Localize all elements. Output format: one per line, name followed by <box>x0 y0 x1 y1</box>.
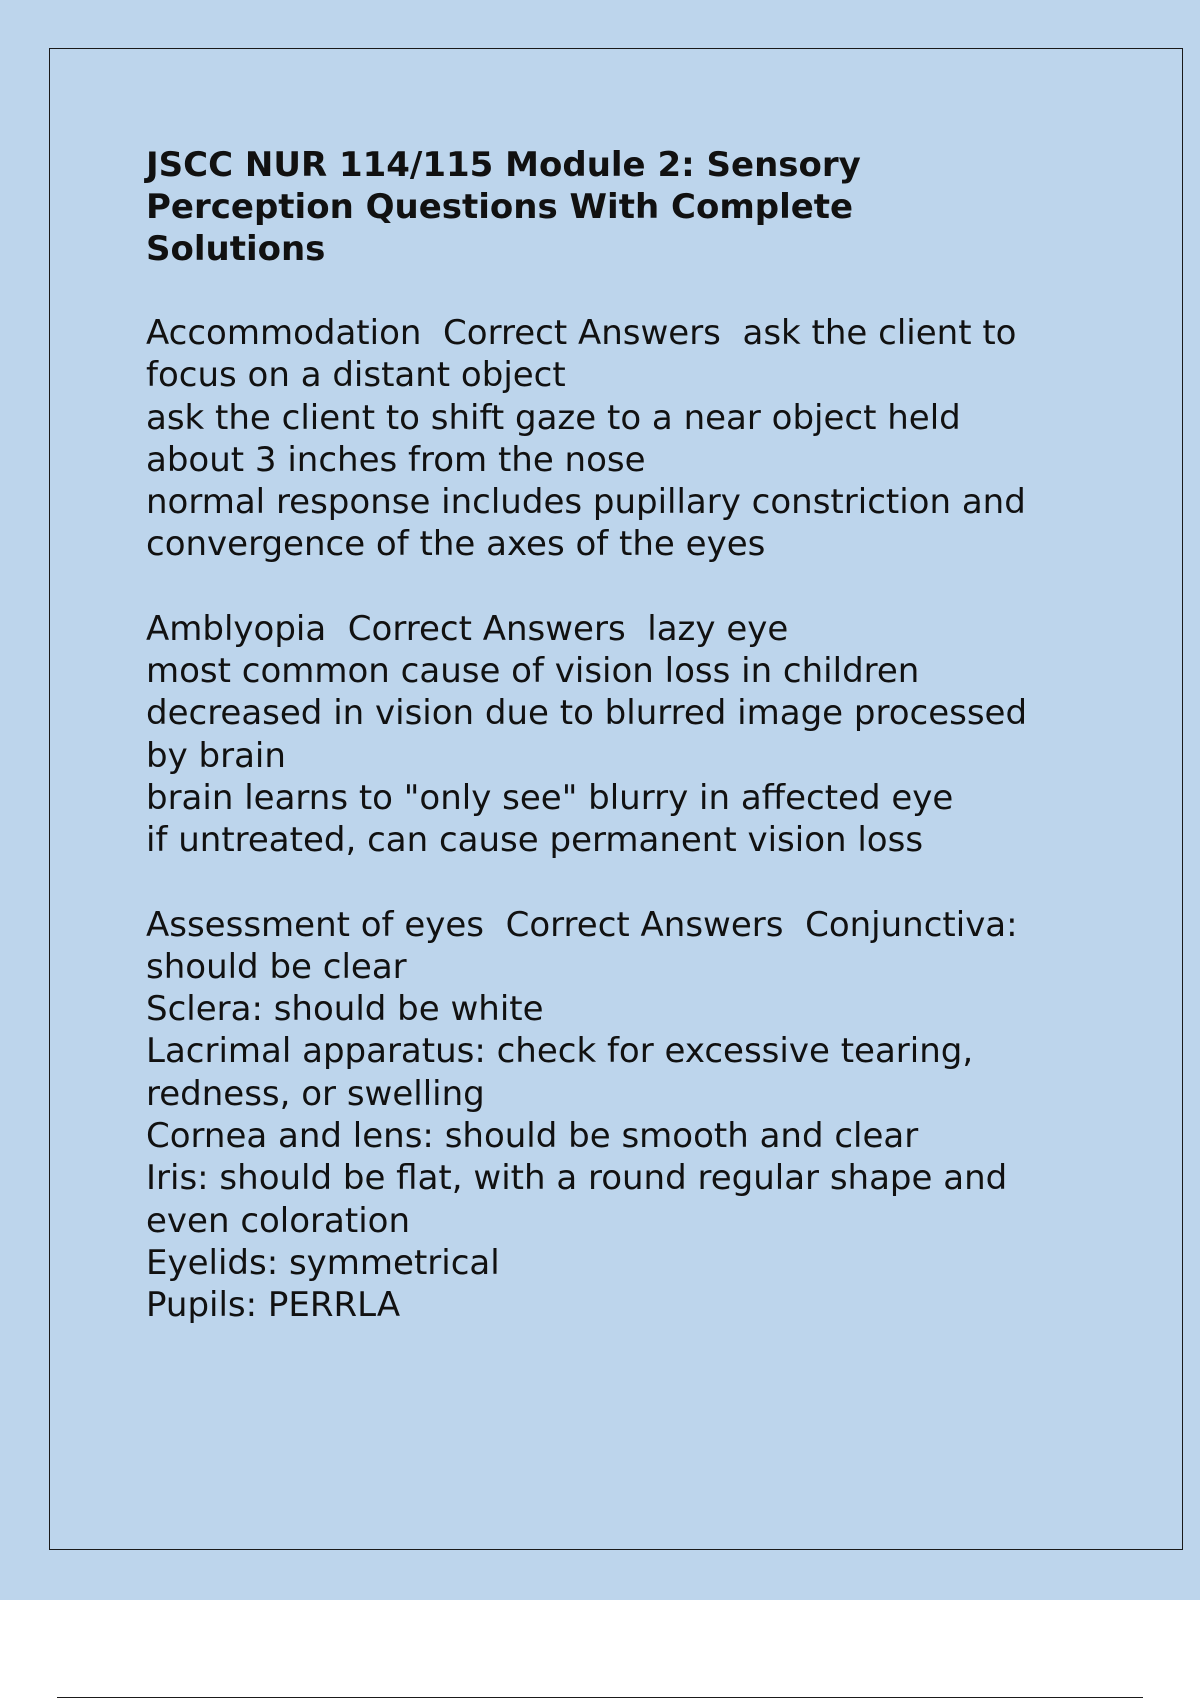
qa-entry-assessment-of-eyes <box>146 904 1106 1327</box>
qa-line: focus on a distant object <box>146 355 566 396</box>
qa-line: should be clear <box>146 946 407 987</box>
qa-line: Accommodation Correct Answers ask the client to <box>146 313 1017 353</box>
qa-line: Sclera: should be white <box>146 989 544 1030</box>
qa-entry-accommodation <box>146 312 1106 566</box>
qa-line: Cornea and lens: should be smooth and clear <box>146 1116 919 1157</box>
qa-line: even coloration <box>146 1200 410 1241</box>
qa-line: ask the client to shift gaze to a near object held <box>146 397 961 438</box>
qa-line: redness, or swelling <box>146 1073 485 1114</box>
qa-line: Assessment of eyes Correct Answers Conjunctiva: <box>146 904 1018 945</box>
qa-line: brain learns to "only see" blurry in affected eye <box>146 777 954 818</box>
qa-line: Iris: should be flat, with a round regular shape and <box>146 1158 1008 1199</box>
qa-line: Eyelids: symmetrical <box>146 1242 500 1283</box>
qa-line: Lacrimal apparatus: check for excessive tearing, <box>146 1031 974 1072</box>
document-title: JSCC NUR 114/115 Module 2: Sensory Perception Questions With Complete Solutions <box>146 145 861 269</box>
qa-line: decreased in vision due to blurred image processed <box>146 693 1028 734</box>
qa-entry-amblyopia <box>146 608 1106 862</box>
qa-line: Pupils: PERRLA <box>146 1285 401 1326</box>
qa-line: Amblyopia Correct Answers lazy eye <box>146 608 789 649</box>
qa-line: about 3 inches from the nose <box>146 439 646 480</box>
qa-line: if untreated, can cause permanent vision loss <box>146 820 924 861</box>
qa-line: most common cause of vision loss in children <box>146 651 920 692</box>
qa-line: by brain <box>146 735 286 776</box>
qa-line: convergence of the axes of the eyes <box>146 524 766 565</box>
qa-line: normal response includes pupillary constriction and <box>146 482 1026 523</box>
document-content <box>146 144 1106 1369</box>
footer-divider <box>57 1697 1143 1698</box>
